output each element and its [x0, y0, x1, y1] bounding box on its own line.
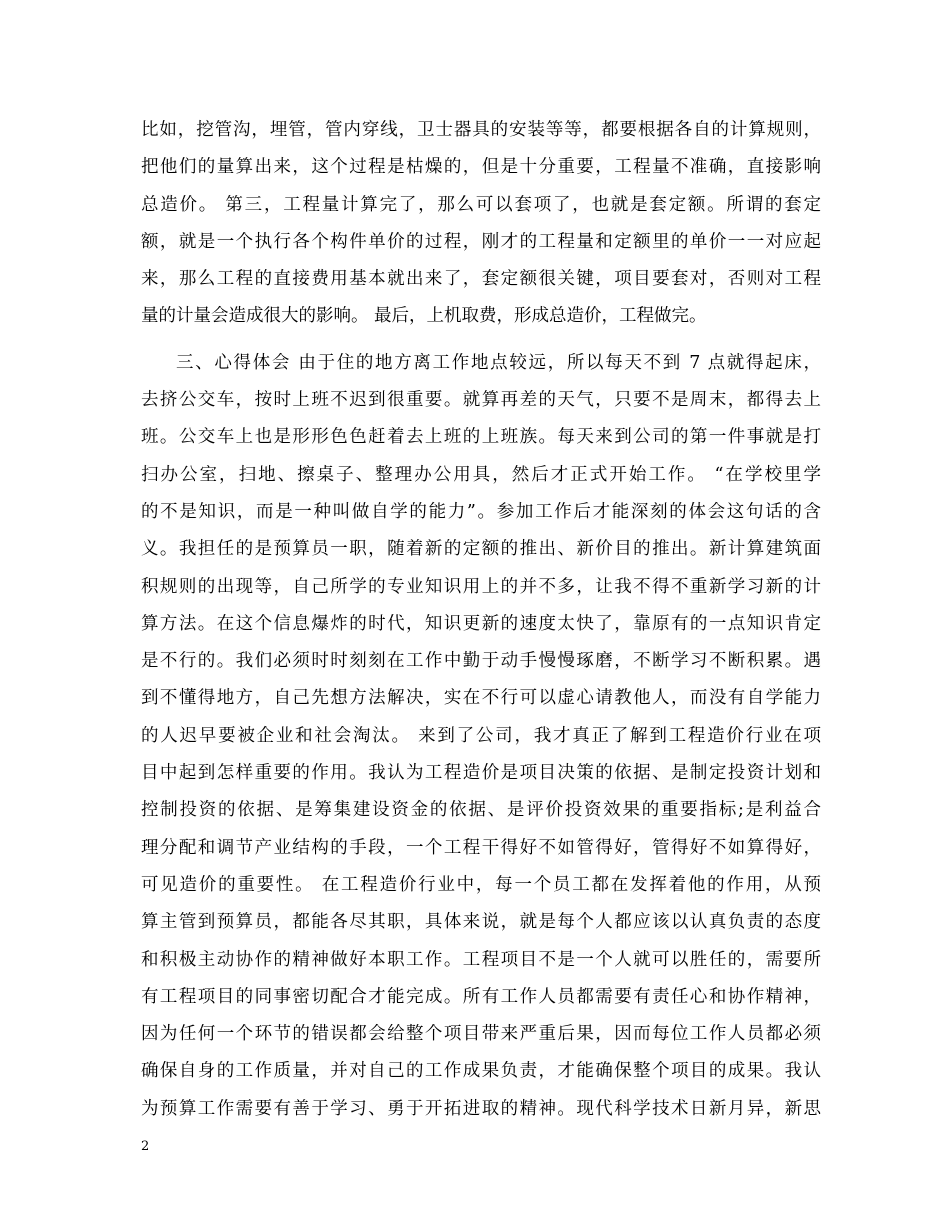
- paragraph-gap: [141, 336, 821, 345]
- text-line: 来，那么工程的直接费用基本就出来了，套定额很关键，项目要套对，否则对工程: [141, 269, 821, 290]
- text-line: 把他们的量算出来，这个过程是枯燥的，但是十分重要，工程量不准确，直接影响: [141, 157, 821, 178]
- text-line: 确保自身的工作质量，并对自己的工作成果负责，才能确保整个项目的成果。我认: [141, 1061, 821, 1082]
- text-line: 三、心得体会 由于住的地方离工作地点较远，所以每天不到 7 点就得起床，: [176, 352, 821, 373]
- text-line: 去挤公交车，按时上班不迟到很重要。就算再差的天气，只要不是周末，都得去上: [141, 390, 821, 411]
- text-line: 有工程项目的同事密切配合才能完成。所有工作人员都需要有责任心和协作精神，: [141, 986, 821, 1007]
- text-line: 量的计量会造成很大的影响。 最后，上机取费，形成总造价，工程做完。: [141, 306, 707, 327]
- text-line: 控制投资的依据、是筹集建设资金的依据、是评价投资效果的重要指标;是利益合: [141, 800, 821, 821]
- text-line: 算方法。在这个信息爆炸的时代，知识更新的速度太快了，靠原有的一点知识肯定: [141, 613, 821, 634]
- text-line: 比如，挖管沟，埋管，管内穿线，卫士器具的安装等等，都要根据各自的计算规则，: [141, 120, 821, 140]
- text-line: 为预算工作需要有善于学习、勇于开拓进取的精神。现代科学技术日新月异，新思: [141, 1098, 821, 1119]
- text-line: 扫办公室，扫地、擦桌子、整理办公用具，然后才正式开始工作。 “在学校里学: [141, 464, 821, 485]
- text-line: 的不是知识，而是一种叫做自学的能力”。参加工作后才能深刻的体会这句话的含: [141, 501, 821, 522]
- paragraph-2: [141, 345, 821, 1128]
- text-line: 额，就是一个执行各个构件单价的过程，刚才的工程量和定额里的单价一一对应起: [141, 231, 821, 252]
- page-number: 2: [141, 1139, 150, 1154]
- text-line: 义。我担任的是预算员一职，随着新的定额的推出、新价目的推出。新计算建筑面: [141, 539, 821, 560]
- text-line: 目中起到怎样重要的作用。我认为工程造价是项目决策的依据、是制定投资计划和: [141, 763, 821, 784]
- text-line: 总造价。 第三，工程量计算完了，那么可以套项了，也就是套定额。所谓的套定: [141, 194, 821, 215]
- text-line: 理分配和调节产业结构的手段，一个工程干得好不如管得好，管得好不如算得好，: [141, 837, 821, 858]
- text-line: 到不懂得地方，自己先想方法解决，实在不行可以虚心请教他人，而没有自学能力: [141, 688, 821, 709]
- paragraph-1: [141, 112, 821, 336]
- text-line: 和积极主动协作的精神做好本职工作。工程项目不是一个人就可以胜任的，需要所: [141, 949, 821, 970]
- text-line: 积规则的出现等，自己所学的专业知识用上的并不多，让我不得不重新学习新的计: [141, 576, 821, 597]
- text-line: 可见造价的重要性。 在工程造价行业中，每一个员工都在发挥着他的作用，从预: [141, 874, 821, 895]
- text-line: 算主管到预算员，都能各尽其职，具体来说，就是每个人都应该以认真负责的态度: [141, 912, 821, 933]
- text-line: 的人迟早要被企业和社会淘汰。 来到了公司，我才真正了解到工程造价行业在项: [141, 725, 821, 746]
- text-line: 是不行的。我们必须时时刻刻在工作中勤于动手慢慢琢磨，不断学习不断积累。遇: [141, 651, 821, 672]
- body-text: [141, 112, 821, 1128]
- text-line: 班。公交车上也是形形色色赶着去上班的上班族。每天来到公司的第一件事就是打: [141, 427, 821, 448]
- text-line: 因为任何一个环节的错误都会给整个项目带来严重后果，因而每位工作人员都必须: [141, 1024, 821, 1045]
